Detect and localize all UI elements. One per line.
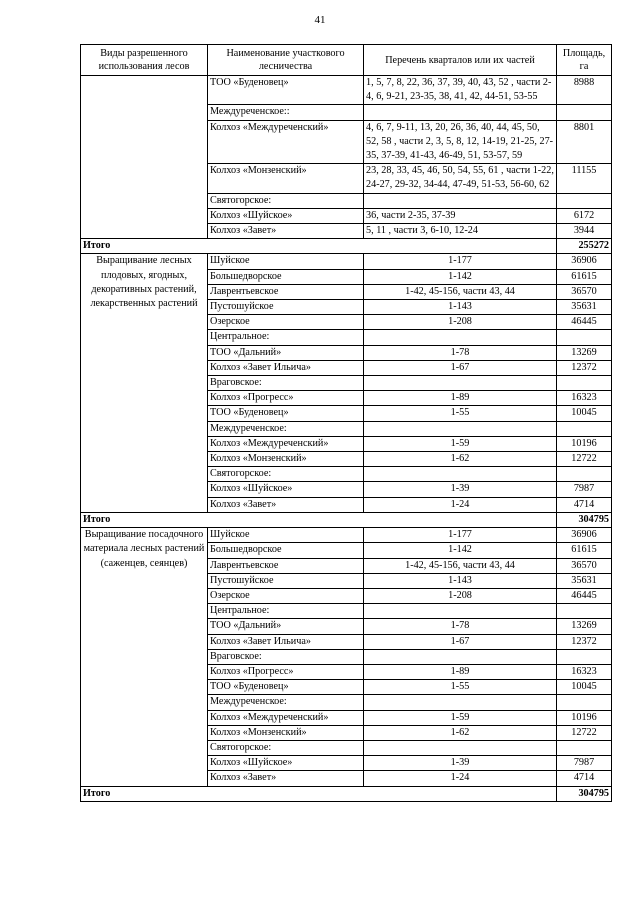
area-cell: [557, 695, 612, 710]
area-cell: 12722: [557, 452, 612, 467]
quarters-cell: 1-142: [364, 543, 557, 558]
quarters-cell: 1-24: [364, 497, 557, 512]
forestry-site-cell: Святогорское:: [208, 467, 364, 482]
forestry-site-cell: Колхоз «Завет»: [208, 224, 364, 239]
quarters-cell: 1-24: [364, 771, 557, 786]
area-cell: 36570: [557, 284, 612, 299]
total-label: Итого: [81, 512, 557, 527]
page-number: 41: [314, 14, 326, 26]
use-type-cell: [81, 76, 208, 239]
area-cell: 16323: [557, 391, 612, 406]
quarters-cell: 1-62: [364, 725, 557, 740]
section-planting-material: [81, 528, 612, 802]
area-cell: [557, 421, 612, 436]
quarters-cell: 1-55: [364, 406, 557, 421]
area-cell: 13269: [557, 619, 612, 634]
forestry-site-cell: Озерское: [208, 315, 364, 330]
area-cell: 7987: [557, 482, 612, 497]
forestry-site-cell: ТОО «Дальний»: [208, 345, 364, 360]
total-label: Итого: [81, 786, 557, 801]
header-area: Площадь, га: [557, 45, 612, 76]
forestry-site-cell: Лаврентьевское: [208, 558, 364, 573]
section-previous: [81, 76, 612, 254]
forest-use-table: [80, 44, 612, 802]
area-cell: [557, 740, 612, 755]
total-value: 255272: [557, 239, 612, 254]
forestry-site-cell: Центральное:: [208, 330, 364, 345]
forestry-site-cell: Колхоз «Монзенский»: [208, 725, 364, 740]
quarters-cell: [364, 740, 557, 755]
forestry-site-cell: Озерское: [208, 588, 364, 603]
forestry-site-cell: Колхоз «Шуйское»: [208, 482, 364, 497]
quarters-cell: [364, 421, 557, 436]
forestry-site-cell: ТОО «Дальний»: [208, 619, 364, 634]
forestry-site-cell: Колхоз «Шуйское»: [208, 208, 364, 223]
area-cell: 10045: [557, 680, 612, 695]
table-row: [81, 528, 612, 543]
forestry-site-cell: Колхоз «Междуреченский»: [208, 436, 364, 451]
area-cell: [557, 604, 612, 619]
quarters-cell: 1-208: [364, 588, 557, 603]
area-cell: 36906: [557, 254, 612, 269]
quarters-cell: 1-89: [364, 664, 557, 679]
quarters-cell: [364, 467, 557, 482]
quarters-cell: 1-59: [364, 710, 557, 725]
forestry-site-cell: Междуреченское:: [208, 421, 364, 436]
area-cell: 35631: [557, 300, 612, 315]
area-cell: 46445: [557, 588, 612, 603]
area-cell: 61615: [557, 269, 612, 284]
quarters-cell: 1-143: [364, 573, 557, 588]
use-type-cell: Выращивание лесных плодовых, ягодных, декоративных растений, лекарственных растений: [81, 254, 208, 512]
forestry-site-cell: Колхоз «Междуреченский»: [208, 710, 364, 725]
quarters-cell: 1-78: [364, 619, 557, 634]
use-type-cell: Выращивание посадочного материала лесных растений (саженцев, сеянцев): [81, 528, 208, 786]
forestry-site-cell: ТОО «Буденовец»: [208, 406, 364, 421]
quarters-cell: [364, 695, 557, 710]
total-value: 304795: [557, 512, 612, 527]
quarters-cell: 1-177: [364, 254, 557, 269]
area-cell: 4714: [557, 497, 612, 512]
area-cell: 7987: [557, 756, 612, 771]
quarters-cell: 1-42, 45-156, части 43, 44: [364, 284, 557, 299]
quarters-cell: 1-208: [364, 315, 557, 330]
area-cell: 6172: [557, 208, 612, 223]
area-cell: 10196: [557, 710, 612, 725]
area-cell: 46445: [557, 315, 612, 330]
quarters-cell: 5, 11 , части 3, 6-10, 12-24: [364, 224, 557, 239]
area-cell: 61615: [557, 543, 612, 558]
quarters-cell: 1, 5, 7, 8, 22, 36, 37, 39, 40, 43, 52 , части 2-4, 6, 9-21, 23-35, 38, 41, 42, 44-51, 53-55: [364, 76, 557, 105]
total-label: Итого: [81, 239, 557, 254]
total-row: [81, 512, 612, 527]
forestry-site-cell: Колхоз «Прогресс»: [208, 391, 364, 406]
quarters-cell: 1-59: [364, 436, 557, 451]
header-quarters: Перечень кварталов или их частей: [364, 45, 557, 76]
forestry-site-cell: Колхоз «Завет»: [208, 497, 364, 512]
forestry-site-cell: Междуреченское:: [208, 695, 364, 710]
quarters-cell: [364, 376, 557, 391]
area-cell: 36906: [557, 528, 612, 543]
area-cell: 11155: [557, 164, 612, 193]
table-row: [81, 76, 612, 105]
area-cell: 4714: [557, 771, 612, 786]
area-cell: [557, 105, 612, 120]
area-cell: 13269: [557, 345, 612, 360]
quarters-cell: 23, 28, 33, 45, 46, 50, 54, 55, 61 , части 1-22, 24-27, 29-32, 34-44, 47-49, 51-53, 56-60, 62: [364, 164, 557, 193]
forestry-site-cell: Пустошуйское: [208, 300, 364, 315]
area-cell: 8801: [557, 120, 612, 164]
forestry-site-cell: Шуйское: [208, 254, 364, 269]
table-header-row: [81, 45, 612, 76]
area-cell: 16323: [557, 664, 612, 679]
quarters-cell: 1-143: [364, 300, 557, 315]
forestry-site-cell: Пустошуйское: [208, 573, 364, 588]
area-cell: 10045: [557, 406, 612, 421]
quarters-cell: 1-67: [364, 360, 557, 375]
quarters-cell: 1-42, 45-156, части 43, 44: [364, 558, 557, 573]
header-forestry-site: Наименование участкового лесничества: [208, 45, 364, 76]
area-cell: 12372: [557, 634, 612, 649]
forestry-site-cell: Колхоз «Завет Ильича»: [208, 360, 364, 375]
quarters-cell: 1-39: [364, 482, 557, 497]
quarters-cell: [364, 604, 557, 619]
total-row: [81, 239, 612, 254]
area-cell: 10196: [557, 436, 612, 451]
quarters-cell: [364, 193, 557, 208]
forestry-site-cell: Колхоз «Прогресс»: [208, 664, 364, 679]
forestry-site-cell: Большедворское: [208, 543, 364, 558]
quarters-cell: 1-62: [364, 452, 557, 467]
forestry-site-cell: Лаврентьевское: [208, 284, 364, 299]
area-cell: [557, 193, 612, 208]
area-cell: [557, 330, 612, 345]
forestry-site-cell: Враговское:: [208, 649, 364, 664]
area-cell: [557, 376, 612, 391]
quarters-cell: 36, части 2-35, 37-39: [364, 208, 557, 223]
area-cell: 36570: [557, 558, 612, 573]
quarters-cell: 1-55: [364, 680, 557, 695]
forestry-site-cell: Святогорское:: [208, 740, 364, 755]
forestry-site-cell: Колхоз «Монзенский»: [208, 164, 364, 193]
forestry-site-cell: ТОО «Буденовец»: [208, 76, 364, 105]
area-cell: [557, 649, 612, 664]
area-cell: [557, 467, 612, 482]
area-cell: 35631: [557, 573, 612, 588]
forestry-site-cell: Святогорское:: [208, 193, 364, 208]
quarters-cell: [364, 105, 557, 120]
section-fruit-berry-plants: [81, 254, 612, 528]
forestry-site-cell: ТОО «Буденовец»: [208, 680, 364, 695]
forestry-site-cell: Враговское:: [208, 376, 364, 391]
area-cell: 12372: [557, 360, 612, 375]
quarters-cell: 4, 6, 7, 9-11, 13, 20, 26, 36, 40, 44, 45, 50, 52, 58 , части 2, 3, 5, 8, 12, 14-19, 21-25, 27-35, 37-39, 41-43, 46-49, 51, 53-57, 59: [364, 120, 557, 164]
area-cell: 8988: [557, 76, 612, 105]
quarters-cell: 1-67: [364, 634, 557, 649]
forestry-site-cell: Колхоз «Завет Ильича»: [208, 634, 364, 649]
forestry-site-cell: Большедворское: [208, 269, 364, 284]
forestry-site-cell: Колхоз «Монзенский»: [208, 452, 364, 467]
forestry-site-cell: Междуреченское::: [208, 105, 364, 120]
quarters-cell: 1-177: [364, 528, 557, 543]
area-cell: 12722: [557, 725, 612, 740]
forestry-site-cell: Колхоз «Шуйское»: [208, 756, 364, 771]
forestry-site-cell: Центральное:: [208, 604, 364, 619]
quarters-cell: 1-78: [364, 345, 557, 360]
forestry-site-cell: Колхоз «Завет»: [208, 771, 364, 786]
quarters-cell: 1-89: [364, 391, 557, 406]
header-use-type: Виды разрешенного использования лесов: [81, 45, 208, 76]
quarters-cell: 1-142: [364, 269, 557, 284]
forestry-site-cell: Колхоз «Междуреченский»: [208, 120, 364, 164]
quarters-cell: [364, 649, 557, 664]
area-cell: 3944: [557, 224, 612, 239]
table-row: [81, 254, 612, 269]
quarters-cell: [364, 330, 557, 345]
total-row: [81, 786, 612, 801]
quarters-cell: 1-39: [364, 756, 557, 771]
total-value: 304795: [557, 786, 612, 801]
forestry-site-cell: Шуйское: [208, 528, 364, 543]
